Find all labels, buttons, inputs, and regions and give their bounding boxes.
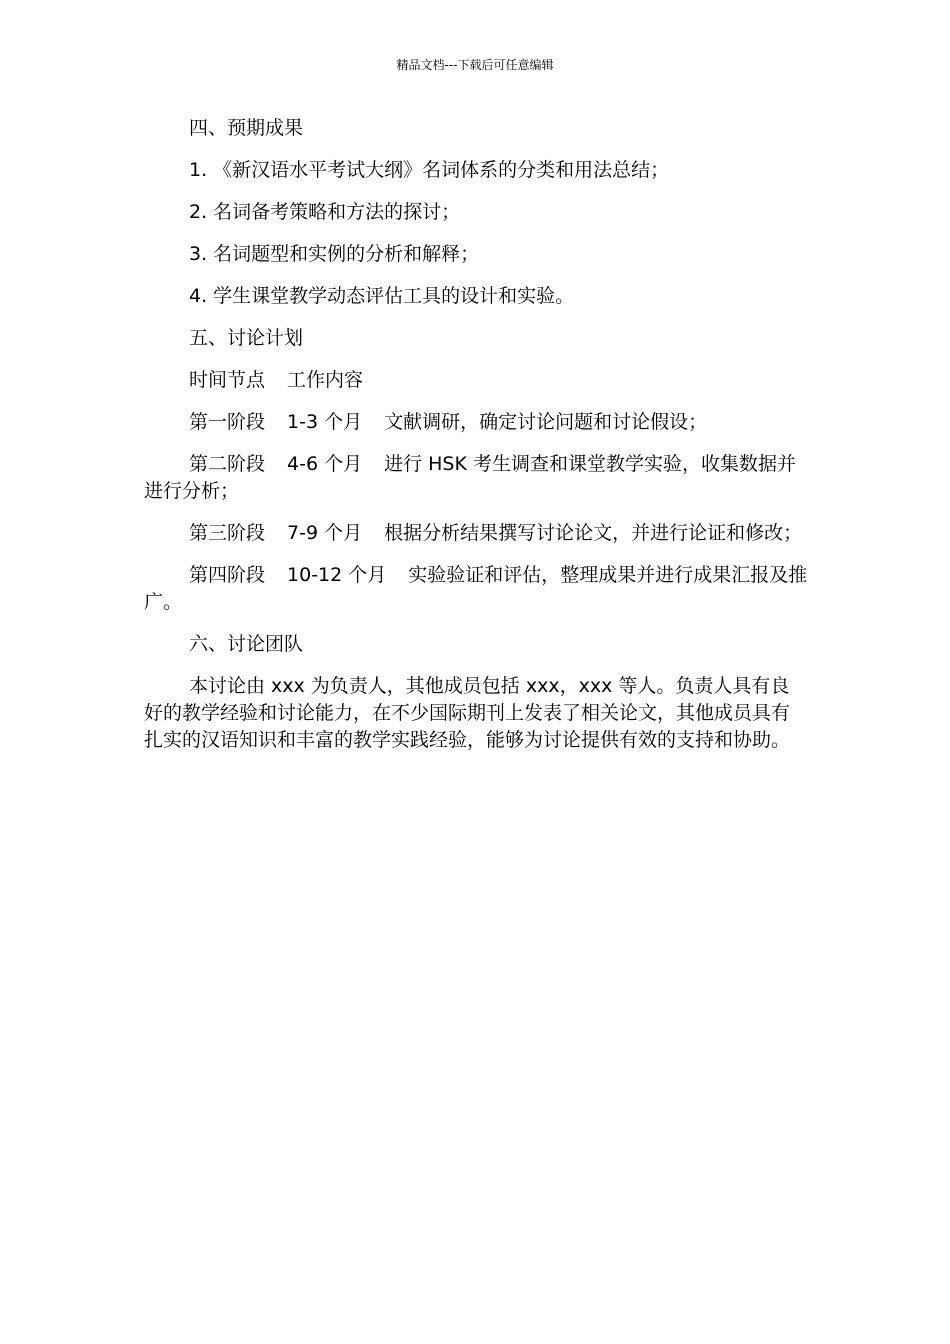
plan-period: 10-12 个月	[287, 564, 387, 586]
plan-row	[144, 451, 808, 505]
plan-header-work: 工作内容	[287, 369, 364, 391]
plan-header-row	[144, 367, 808, 394]
document-body	[144, 115, 808, 769]
plan-work: 根据分析结果撰写讨论论文，并进行论证和修改；	[384, 522, 803, 544]
plan-stage: 第三阶段	[189, 522, 266, 544]
plan-work: 进行 HSK 考生调查和课堂教学实验，收集数据并进行分析；	[144, 453, 796, 502]
outcome-item-4: 4. 学生课堂教学动态评估工具的设计和实验。	[189, 285, 575, 307]
plan-stage: 第一阶段	[189, 411, 266, 433]
outcome-item-1: 1. 《新汉语水平考试大纲》名词体系的分类和用法总结；	[189, 159, 670, 181]
outcome-item-2: 2. 名词备考策略和方法的探讨；	[189, 201, 461, 223]
plan-header-time: 时间节点	[189, 369, 266, 391]
plan-period: 1-3 个月	[287, 411, 363, 433]
section-6-title: 六、讨论团队	[189, 633, 304, 655]
page-header: 精品文档---下载后可任意编辑	[396, 58, 554, 72]
plan-stage: 第二阶段	[189, 453, 266, 475]
plan-row	[144, 520, 808, 547]
plan-work: 文献调研，确定讨论问题和讨论假设；	[384, 411, 708, 433]
section-5-title: 五、讨论计划	[189, 327, 304, 349]
plan-work: 实验验证和评估，整理成果并进行成果汇报及推广。	[144, 564, 808, 613]
plan-stage: 第四阶段	[189, 564, 266, 586]
plan-period: 7-9 个月	[287, 522, 363, 544]
outcome-item-3: 3. 名词题型和实例的分析和解释；	[189, 243, 480, 265]
plan-row	[144, 409, 808, 436]
plan-row	[144, 562, 808, 616]
section-4-title: 四、预期成果	[189, 117, 304, 139]
plan-period: 4-6 个月	[287, 453, 363, 475]
team-description: 本讨论由 xxx 为负责人，其他成员包括 xxx，xxx 等人。负责人具有良好的教学经验和讨论能力，在不少国际期刊上发表了相关论文，其他成员具有扎实的汉语知识和丰富的教学实践经验，能够为讨论提供有效的支持和协助。	[144, 675, 791, 751]
